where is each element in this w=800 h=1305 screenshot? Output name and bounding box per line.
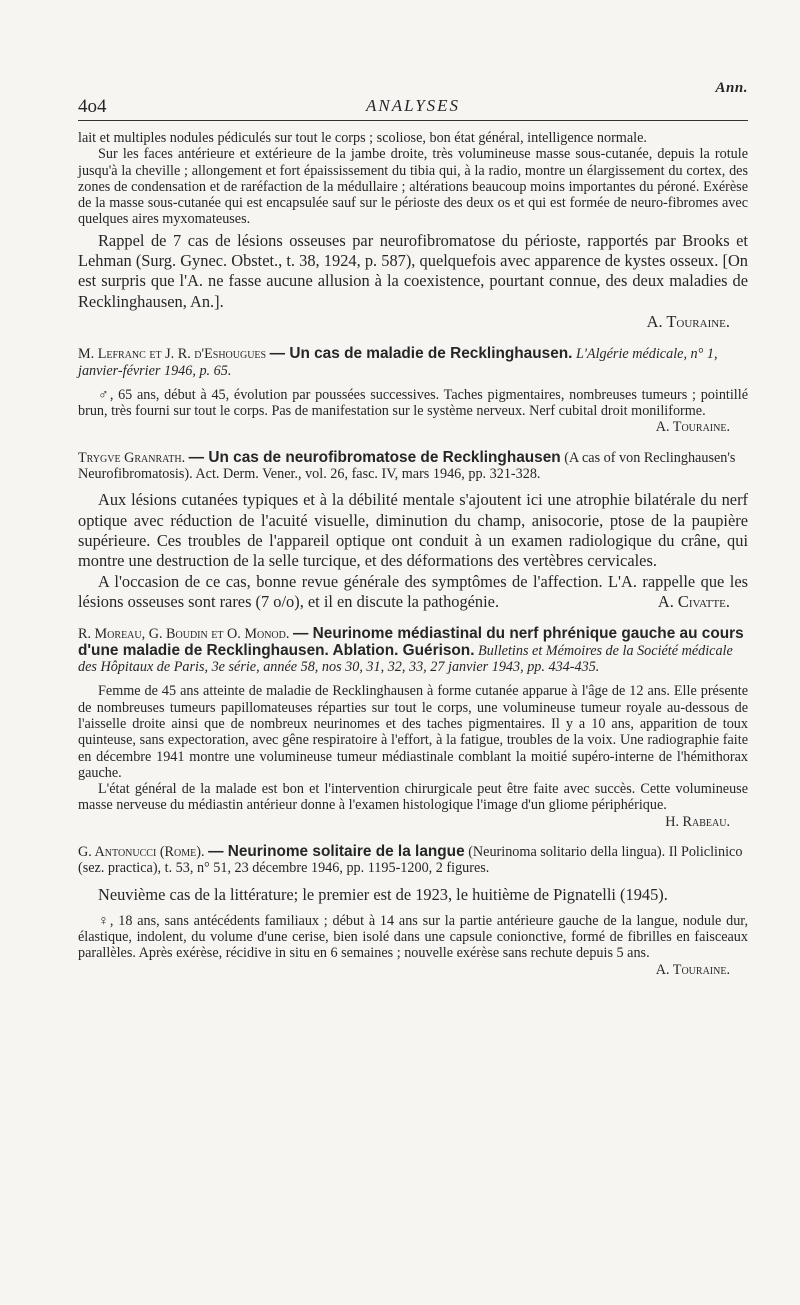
paragraph: Sur les faces antérieure et extérieure de la jambe droite, très volumineuse masse sous-cutanée, depuis la rotule jusqu'à la cheville ; allongement et fort épaississement du tibia qui, à la radio, montre un élargissement du cortex, des zones de condensation et de raréfaction de la médullaire ; altérations beaucoup moins importantes du péroné. Exérèse de la masse sous-cutanée qui est encapsulée sauf sur le périoste des deux os et qui est formée de neuro-fibromes avec quelques aires myxomateuses. xyxy=(78,146,748,228)
reference xyxy=(78,626,748,675)
reference xyxy=(78,844,748,877)
signature: A. Civatte. xyxy=(657,592,730,612)
paragraph: ♂, 65 ans, début à 45, évolution par poussées successives. Taches pigmentaires, nombreuses tumeurs ; pointillé brun, très fourni sur tout le corps. Pas de manifestation sur le système nerveux. Nerf cubital droit moniliforme. xyxy=(78,386,748,420)
signature: A. Touraine. xyxy=(646,311,730,331)
paragraph: L'état général de la malade est bon et l'intervention chirurgicale peut être faite avec succès. Cette volumineuse masse nerveuse du médiastin antérieur donne à l'examen histologique l'image d'un gliome périphérique. xyxy=(78,781,748,814)
abstract-entry xyxy=(78,346,748,435)
abstract-body xyxy=(78,490,748,612)
paragraph: Neuvième cas de la littérature; le premier est de 1923, le huitième de Pignatelli (1945). xyxy=(98,884,668,904)
reference-authors: R. Moreau, G. Boudin et O. Monod. xyxy=(78,626,290,643)
abstract-entry xyxy=(78,844,748,877)
reference-authors: Trygve Granrath. xyxy=(78,449,186,466)
signature: A. Touraine. xyxy=(655,419,730,436)
page-header xyxy=(78,96,748,118)
abstract-body-small xyxy=(78,913,748,978)
reference xyxy=(78,346,748,379)
page-number: 4o4 xyxy=(78,96,107,117)
abstract-entry xyxy=(78,450,748,483)
reference-authors: M. Lefranc et J. R. d'Eshougues xyxy=(78,346,267,363)
paragraph: ♀, 18 ans, sans antécédents familiaux ; début à 14 ans sur la partie antérieure gauche de la langue, nodule dur, élastique, indolent, du volume d'une cerise, bien isolé dans une capsule conionctive, formé de fibrilles en faisceaux parallèles. Après exérèse, récidive in situ en 6 semaines ; nouvelle exérèse sans rechute depuis 5 ans. xyxy=(78,912,748,962)
reference-title: — Neurinome médiastinal du nerf phrénique gauche au cours d'une maladie de Recklinghausen. Ablation. Guérison. xyxy=(78,625,744,659)
reference-source: Bulletins et Mémoires de la Société médicale des Hôpitaux de Paris, 3e série, année 58, nos 30, 31, 32, 33, 27 janvier 1943, pp. 434-435. xyxy=(78,642,733,676)
article-commentary xyxy=(78,231,748,332)
paragraph: A l'occasion de ce cas, bonne revue générale des symptômes de l'affection. L'A. rappelle que les lésions osseuses sont rares (7 o/o), et il en discute la pathogénie. xyxy=(78,571,748,611)
reference-source: L'Algérie médicale, n° 1, janvier-février 1946, p. 65. xyxy=(78,346,718,379)
header-rule xyxy=(78,120,748,121)
paragraph: lait et multiples nodules pédiculés sur tout le corps ; scoliose, bon état général, intelligence normale. xyxy=(78,130,647,146)
paragraph: Rappel de 7 cas de lésions osseuses par neurofibromatose du périoste, rapportés par Brooks et Lehman (Surg. Gynec. Obstet., t. 38, 1924, p. 587), quelquefois avec apparence de kystes osseux. [On est surpris que l'A. ne fasse aucune allusion à la coexistence, pourtant connue, des deux maladies de Recklinghausen, An.]. xyxy=(78,230,748,311)
reference-source: (A cas of von Reclinghausen's Neurofibromatosis). Act. Derm. Vener., vol. 26, fasc. IV, mars 1946, pp. 321-328. xyxy=(78,449,736,483)
abstract-body xyxy=(78,885,748,905)
reference-title: — Un cas de maladie de Recklinghausen. xyxy=(269,345,573,363)
reference-authors: G. Antonucci (Rome). xyxy=(78,843,205,860)
reference-title: — Un cas de neurofibromatose de Recklinghausen xyxy=(188,448,561,466)
article-continuation xyxy=(78,130,748,228)
signature: H. Rabeau. xyxy=(665,813,730,830)
reference xyxy=(78,450,748,483)
corner-annotation: Ann. xyxy=(715,80,748,96)
reference-title: — Neurinome solitaire de la langue xyxy=(208,842,465,860)
abstract-entry xyxy=(78,626,748,830)
paragraph: Femme de 45 ans atteinte de maladie de Recklinghausen à forme cutanée apparue à l'âge de 12 ans. Elle présente de nombreuses tumeurs papillomateuses réparties sur tout le corps, une volumineuse tumeur royale au-dessous de l'aisselle droite ainsi que de nombreux neurinomes et des taches pigmentaires. Il y a 10 ans, apparition de toux quinteuse, sans expectoration, avec gêne respiratoire à l'effort, à la fatigue, troubles de la voix. Une radiographie faite en décembre 1941 montre une volumineuse tumeur médiastinale comblant la moitié supéro-interne de l'hémithorax gauche. xyxy=(78,683,748,781)
reference-source: (Neurinoma solitario della lingua). Il Policlinico (sez. practica), t. 53, n° 51, 23 décembre 1946, pp. 1195-1200, 2 figures. xyxy=(78,843,743,877)
page-body xyxy=(78,130,748,978)
paragraph: Aux lésions cutanées typiques et à la débilité mentale s'ajoutent ici une atrophie bilatérale du nerf optique avec réduction de l'acuité visuelle, diminution du champ, anisocorie, ptose de la paupière supérieure. Ces troubles de l'appareil optique ont conduit à un examen radiologique du crâne, qui montre une destruction de la selle turcique, et des déformations des vertèbres cervicales. xyxy=(78,490,748,571)
running-title: ANALYSES xyxy=(365,96,461,115)
signature: A. Touraine. xyxy=(655,961,730,978)
